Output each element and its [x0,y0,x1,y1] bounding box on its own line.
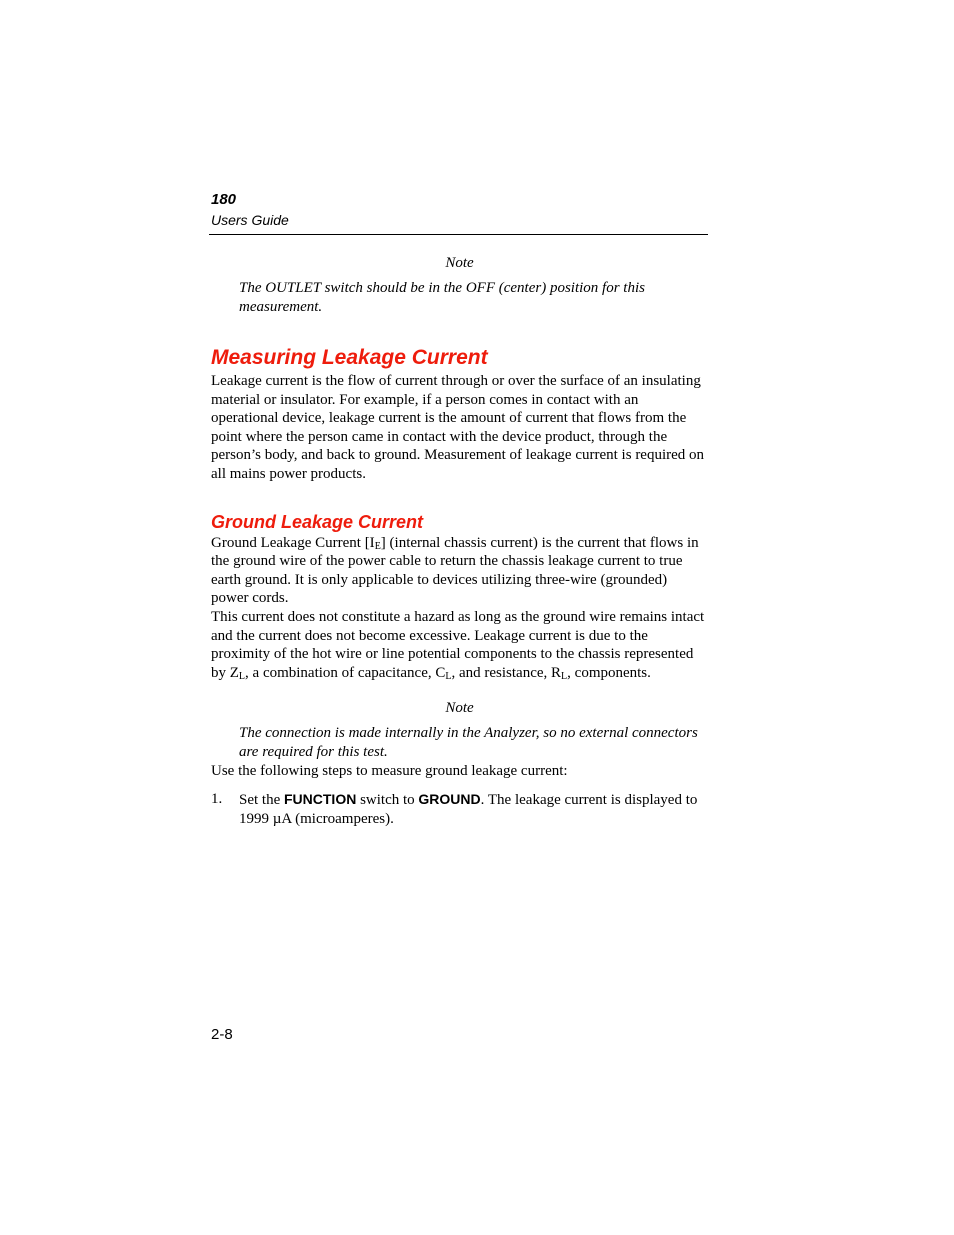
header-subtitle: Users Guide [211,212,289,228]
subscript: L [561,670,568,682]
step-item [211,790,708,829]
step-number: 1. [211,790,223,807]
text-run: , components. [567,664,651,681]
section-paragraph: Leakage current is the flow of current through or over the surface of an insulating material or insulator. For example, if a person comes in contact with an operational device, leakage current is the amount of current that flows from the point where the person came in contact with the device product, through the person’s body, and back to ground. Measurement of leakage current is required on all mains power products. [211,373,705,482]
text-run: . The leakage current is displayed to 1999 µA (microamperes). [239,791,698,827]
text-run: Ground Leakage Current [I [211,534,375,551]
steps-intro: Use the following steps to measure ground leakage current: [211,763,568,780]
subscript: L [238,670,246,682]
subsection-paragraph-1 [211,534,708,608]
note-text: The connection is made internally in the Analyzer, so no external connectors are required for this test. [239,725,698,761]
text-run: , and resistance, R [451,664,562,681]
text-run: Set the [239,791,284,808]
page-number: 2-8 [211,1026,233,1043]
subscript: L [445,670,452,682]
subsection-title: Ground Leakage Current [211,511,424,532]
text-run: switch to [356,791,419,808]
section-title: Measuring Leakage Current [211,346,488,369]
header-model-number: 180 [211,191,237,208]
note-text: The OUTLET switch should be in the OFF (center) position for this measurement. [239,280,645,315]
text-run: ] (internal chassis current) is the current that flows in the ground wire of the power cable to return the chassis leakage current to true earth ground. It is only applicable to devices utilizing three-wire (grounded) power cords. [211,534,699,607]
note-label: Note [445,255,474,271]
header-divider [209,234,708,235]
note-label: Note [445,700,474,717]
control-setting: GROUND [418,790,481,807]
page-content [211,253,708,829]
control-name: FUNCTION [284,790,357,807]
subscript: E [374,540,381,552]
text-run: This current does not constitute a hazard as long as the ground wire remains intact and the current does not become excessive. Leakage current is due to the proximity of the hot wire or line potential components to the chassis represented by Z [211,608,705,681]
text-run: , a combination of capacitance, C [245,664,446,681]
subsection-paragraph-2 [211,608,708,682]
